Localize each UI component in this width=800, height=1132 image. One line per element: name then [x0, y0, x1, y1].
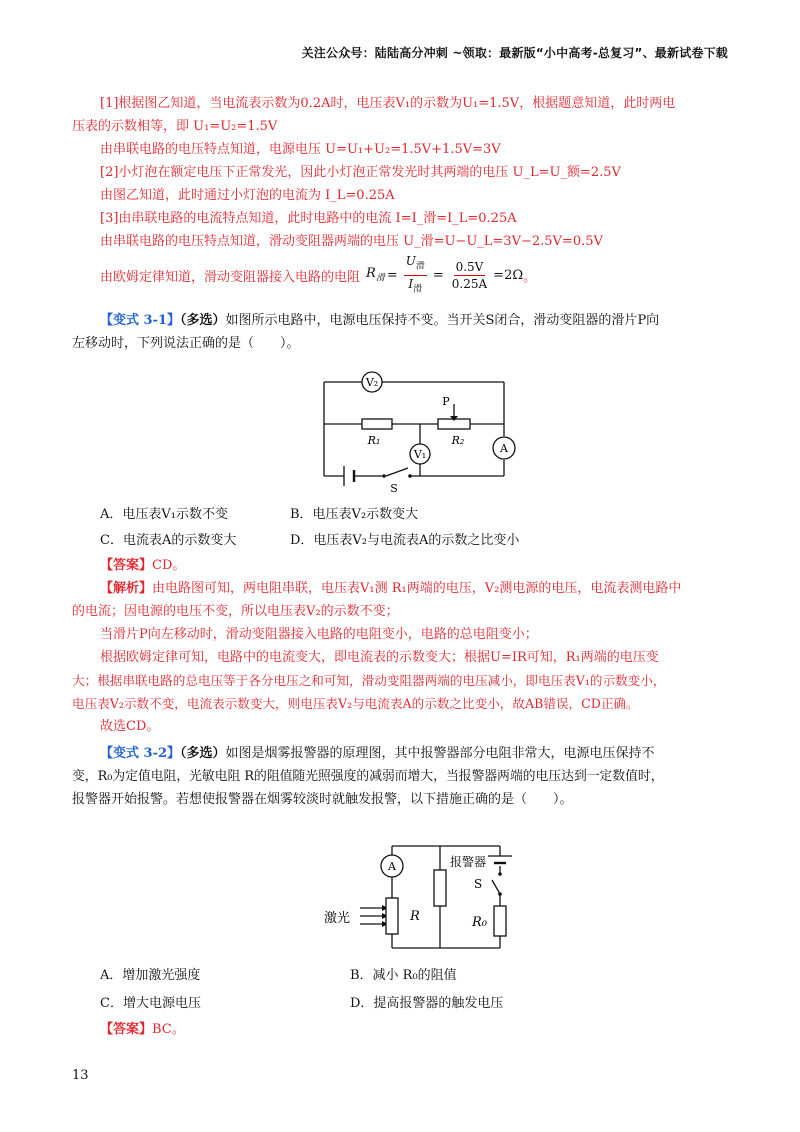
solution-line: 由串联电路的电压特点知道，电源电压 U=U₁+U₂=1.5V+1.5V=3V: [100, 142, 501, 157]
question-stem: 【变式 3-1】（多选）如图所示电路中，电源电压保持不变。当开关S闭合，滑动变阻器的滑片P向: [100, 313, 660, 328]
solution-line: 压表的示数相等，即 U₁=U₂=1.5V: [72, 119, 278, 134]
formula-prefix: 由欧姆定律知道，滑动变阻器接入电路的电阻: [100, 269, 361, 285]
page-content: [72, 92, 732, 355]
voltmeter-v1: [410, 444, 430, 464]
multi-choice-label: （多选）: [180, 313, 226, 328]
option-a[interactable]: A．增加激光强度: [100, 968, 201, 983]
option-a[interactable]: A．电压表V₁示数不变: [100, 507, 228, 522]
option-b[interactable]: B．电压表V₂示数变大: [290, 507, 419, 522]
analysis-line: 根据欧姆定律可知，电路中的电流变大，即电流表的示数变大；根据U=IR可知，R₁两端的电压变: [100, 650, 659, 665]
option-b[interactable]: B．减小 R₀的阻值: [350, 968, 457, 983]
solution-prev: [72, 92, 732, 295]
answer-tag: 【答案】: [100, 1022, 153, 1037]
switch-label: S: [474, 877, 483, 891]
solution-line: [3]由串联电路的电流特点知道，此时电路中的电流 I=I_滑=I_L=0.25A: [100, 211, 517, 226]
ammeter-label: A: [388, 860, 396, 873]
option-d[interactable]: D．电压表V₂与电流表A的示数之比变小: [290, 533, 520, 548]
question-stem: 【变式 3-2】（多选）如图是烟雾报警器的原理图，其中报警器部分电阻非常大，电源电压保持不: [100, 746, 655, 761]
formula-lhs: $R_滑$: [366, 266, 385, 284]
solution-line: [2]小灯泡在额定电压下正常发光，因此小灯泡正常发光时其两端的电压 U_L=U_额=2.5V: [100, 165, 621, 180]
v1-label: V₁: [413, 448, 427, 461]
r0-label: R₀: [472, 915, 487, 930]
r1-label: R₁: [367, 434, 381, 447]
fraction-symbolic: $\frac{U_滑}{I_滑}$: [405, 254, 425, 294]
formula-result: =2Ω: [493, 267, 524, 283]
fraction-numeric: $\frac{0.5V}{0.25A}$: [451, 259, 488, 291]
option-c[interactable]: C．电流表A的示数变大: [100, 533, 237, 548]
resistor-r0: [471, 906, 506, 936]
option-d[interactable]: D．提高报警器的触发电压: [350, 996, 504, 1011]
formula-end: 。: [523, 269, 537, 285]
ohm-formula: 由欧姆定律知道，滑动变阻器接入电路的电阻 $R_滑$ = $\frac{U_滑}{I_滑}$ = $\frac{0.5V}{0.25A}$ =2Ω 。: [72, 255, 732, 295]
options-row-2: [72, 528, 732, 554]
question-stem-cont: 左移动时，下列说法正确的是（ ）。: [72, 336, 300, 351]
ammeter-a: [381, 855, 403, 877]
page-header: 关注公众号：陆陆高分冲刺 ~领取：最新版“小中高考-总复习”、最新试卷下载: [301, 46, 728, 60]
switch-s: [382, 474, 412, 495]
solution-line: 由图乙知道，此时通过小灯泡的电流为 I_L=0.25A: [100, 188, 395, 203]
page-number: 13: [72, 1068, 89, 1083]
answer-tag: 【答案】: [100, 558, 153, 573]
alarm-label: 报警器: [450, 855, 487, 869]
resistor-r2: [438, 395, 470, 447]
question-3-2: [72, 742, 732, 811]
solution-line: 由串联电路的电压特点知道，滑动变阻器两端的电压 U_滑=U−U_L=3V−2.5V=0.5V: [100, 234, 603, 249]
question-3-1: [72, 309, 732, 355]
analysis-line: 【解析】由电路图可知，两电阻串联，电压表V₁测 R₁两端的电压，V₂测电源的电压，电流表测电路中: [100, 581, 682, 596]
ammeter-label: A: [500, 442, 508, 455]
options-row-1: [72, 502, 732, 528]
analysis-line: 电压表V₂示数不变，电流表示数变大，则电压表V₂与电流表A的示数之比变小，故AB错误，CD正确。: [72, 696, 639, 711]
analysis-3-1: [72, 577, 732, 738]
question-tag: 【变式 3-2】: [100, 746, 181, 761]
answer-3-2: 【答案】BC。: [100, 1022, 185, 1037]
question-tag: 【变式 3-1】: [100, 313, 181, 328]
circuit-diagram-3-1: [316, 364, 516, 496]
circuit-diagram-3-2: [322, 836, 518, 956]
analysis-line: 当滑片P向左移动时，滑动变阻器接入电路的电阻变小，电路的总电阻变小；: [100, 627, 538, 642]
switch-s: [474, 877, 482, 891]
laser-label: 激光: [324, 911, 351, 926]
analysis-line: 故选CD。: [100, 719, 160, 734]
option-c[interactable]: C．增大电源电压: [100, 996, 201, 1011]
question-stem-cont: 变，R₀为定值电阻，光敏电阻 R的阻值随光照强度的减弱而增大，当报警器两端的电压达到一定数值时，: [72, 769, 664, 784]
resistor-r1: [362, 419, 392, 447]
options-row-1: [72, 962, 732, 990]
multi-choice-label: （多选）: [180, 746, 226, 761]
ammeter-a: [493, 437, 515, 459]
analysis-line: 的电流；因电源的电压不变，所以电压表V₂的示数不变；: [72, 604, 399, 619]
analysis-line: 大；根据串联电路的总电压等于各分电压之和可知，滑动变阻器两端的电压减小，即电压表V₁的示数变小，: [72, 673, 666, 688]
options-row-2: [72, 990, 732, 1018]
slider-p-label: P: [442, 395, 450, 408]
switch-label: S: [390, 482, 398, 495]
v2-label: V₂: [365, 376, 379, 389]
r-label: R: [410, 909, 420, 924]
q32-lower: [72, 962, 732, 1041]
voltmeter-v2: [362, 372, 382, 392]
q31-lower: [72, 502, 732, 811]
question-stem-cont: 报警器开始报警。若想使报警器在烟雾较淡时就触发报警，以下措施正确的是（ ）。: [72, 792, 573, 807]
photoresistor-r: [386, 898, 420, 934]
solution-line: [1]根据图乙知道，当电流表示数为0.2A时，电压表V₁的示数为U₁=1.5V，根据题意知道，此时两电: [100, 96, 676, 111]
answer-3-1: 【答案】CD。: [100, 558, 186, 573]
r2-label: R₂: [451, 434, 465, 447]
